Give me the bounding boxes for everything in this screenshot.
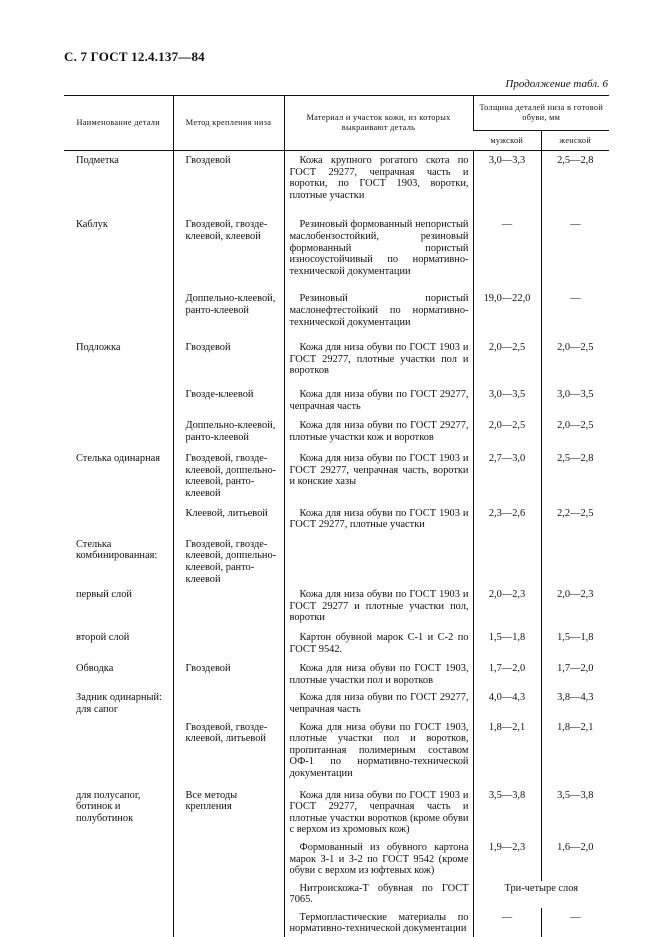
cell-thickness-male: — [473, 217, 541, 279]
cell-part-name: Задник одинарный: для сапог [64, 690, 173, 717]
header-material: Материал и участок кожи, из которых выкраивают деталь [284, 96, 473, 151]
cell-method: Все методы крепления [173, 788, 284, 838]
cell-method: Гвоздевой, гвозде-клеевой, клеевой [173, 217, 284, 279]
spacer-cell [284, 203, 473, 217]
cell-method [173, 910, 284, 937]
spacer-cell [64, 330, 173, 340]
page-header: С. 7 ГОСТ 12.4.137—84 [64, 49, 205, 65]
cell-material: Кожа для низа обуви по ГОСТ 1903 и ГОСТ 29277, чепрачная часть и плотные участки воротков (кроме обуви с верхом из хромовых кож) [284, 788, 473, 838]
cell-material: Кожа для низа обуви по ГОСТ 1903 и ГОСТ 29277, чепрачная часть, воротки и конские хазы [284, 451, 473, 501]
spacer-cell [284, 330, 473, 340]
spacer-cell [173, 379, 284, 387]
table-row [64, 788, 609, 838]
cell-part-name: первый слой [64, 587, 173, 626]
cell-material: Формованный из обувного картона марок З-1 и З-2 по ГОСТ 9542 (кроме обуви с верхом из юфтевых кож) [284, 840, 473, 879]
cell-thickness-female: 2,5—2,8 [541, 451, 609, 501]
cell-thickness-female: — [541, 291, 609, 330]
table-row [64, 587, 609, 626]
cell-material: Картон обувной марок С-1 и С-2 по ГОСТ 9542. [284, 630, 473, 657]
table-continuation-label: Продолжение табл. 6 [505, 78, 608, 90]
row-spacer [64, 279, 609, 291]
cell-part-name: Обводка [64, 661, 173, 688]
parts-table [64, 95, 609, 937]
table-row [64, 451, 609, 501]
cell-thickness-female: 3,8—4,3 [541, 690, 609, 717]
spacer-cell [173, 279, 284, 291]
cell-material: Кожа крупного рогатого скота по ГОСТ 29277, чепрачная часть и воротки, по ГОСТ 1903, воротки, плотные участки [284, 151, 473, 204]
cell-material: Кожа для низа обуви по ГОСТ 1903 и ГОСТ 29277, плотные участки [284, 506, 473, 533]
spacer-cell [541, 279, 609, 291]
table-row [64, 418, 609, 445]
cell-material: Кожа для низа обуви по ГОСТ 1903 и ГОСТ 29277 и плотные участки пол, воротки [284, 587, 473, 626]
spacer-cell [473, 279, 541, 291]
table-row [64, 151, 609, 204]
table-row [64, 910, 609, 937]
cell-thickness-female: 2,0—2,3 [541, 587, 609, 626]
table-header [64, 96, 609, 151]
table-row [64, 506, 609, 533]
spacer-cell [64, 279, 173, 291]
cell-part-name: Стелька комбинированная: [64, 537, 173, 587]
header-part: Наименование детали [64, 96, 173, 151]
cell-thickness-female: 2,5—2,8 [541, 151, 609, 204]
cell-part-name: второй слой [64, 630, 173, 657]
cell-thickness-female: 2,0—2,5 [541, 340, 609, 379]
cell-material: Термопластические материалы по нормативно-технической документации [284, 910, 473, 937]
cell-thickness-female: 2,0—2,5 [541, 418, 609, 445]
cell-thickness-male: 2,7—3,0 [473, 451, 541, 501]
cell-material: Кожа для низа обуви по ГОСТ 1903, плотные участки пол и воротков [284, 661, 473, 688]
cell-thickness-male: 1,7—2,0 [473, 661, 541, 688]
cell-part-name [64, 291, 173, 330]
cell-thickness-female: 2,2—2,5 [541, 506, 609, 533]
cell-method [173, 881, 284, 908]
cell-part-name [64, 840, 173, 879]
cell-thickness-male: — [473, 910, 541, 937]
cell-method [173, 587, 284, 626]
table-row [64, 537, 609, 587]
spacer-cell [541, 330, 609, 340]
cell-part-name: для полусапог, ботинок и полуботинок [64, 788, 173, 838]
cell-thickness-male [473, 537, 541, 587]
cell-part-name: Каблук [64, 217, 173, 279]
spacer-cell [541, 379, 609, 387]
cell-material [284, 537, 473, 587]
cell-part-name: Стелька одинарная [64, 451, 173, 501]
parts-table-wrapper [64, 95, 609, 937]
cell-part-name: Подметка [64, 151, 173, 204]
cell-material: Кожа для низа обуви по ГОСТ 1903 и ГОСТ 29277, плотные участки пол и воротков [284, 340, 473, 379]
cell-method: Гвозде-клеевой [173, 387, 284, 414]
cell-material: Кожа для низа обуви по ГОСТ 29277, плотные участки кож и воротков [284, 418, 473, 445]
table-row [64, 630, 609, 657]
cell-method [173, 690, 284, 717]
spacer-cell [473, 330, 541, 340]
cell-material: Резиновый пористый маслонефтестойкий по нормативно-технической документации [284, 291, 473, 330]
cell-thickness-female: 1,7—2,0 [541, 661, 609, 688]
cell-method [173, 630, 284, 657]
spacer-cell [473, 203, 541, 217]
cell-method: Клеевой, литьевой [173, 506, 284, 533]
table-body [64, 151, 609, 937]
cell-thickness-male: 3,0—3,3 [473, 151, 541, 204]
cell-thickness-male: 19,0—22,0 [473, 291, 541, 330]
cell-part-name [64, 881, 173, 908]
cell-thickness-female: 1,5—1,8 [541, 630, 609, 657]
cell-method: Гвоздевой, гвозде-клеевой, доппельно-клеевой, ранто-клеевой [173, 537, 284, 587]
table-row [64, 387, 609, 414]
cell-part-name [64, 910, 173, 937]
spacer-cell [64, 379, 173, 387]
table-row [64, 291, 609, 330]
cell-thickness-male: 3,5—3,8 [473, 788, 541, 838]
cell-thickness-male: 2,0—2,3 [473, 587, 541, 626]
cell-method: Доппельно-клеевой, ранто-клеевой [173, 291, 284, 330]
cell-thickness-female: 1,6—2,0 [541, 840, 609, 879]
table-row [64, 690, 609, 717]
row-spacer [64, 379, 609, 387]
spacer-cell [284, 279, 473, 291]
cell-part-name: Подложка [64, 340, 173, 379]
cell-thickness-female: 1,8—2,1 [541, 720, 609, 782]
cell-material: Кожа для низа обуви по ГОСТ 29277, чепрачная часть [284, 690, 473, 717]
row-spacer [64, 203, 609, 217]
cell-thickness-female [541, 537, 609, 587]
cell-thickness-male: 4,0—4,3 [473, 690, 541, 717]
table-row [64, 881, 609, 908]
cell-material: Кожа для низа обуви по ГОСТ 1903, плотные участки пол и воротков, пропитанная полимерным составом ОФ-1 по нормативно-технической документации [284, 720, 473, 782]
cell-method: Гвоздевой [173, 151, 284, 204]
cell-thickness-male: 1,9—2,3 [473, 840, 541, 879]
cell-method [173, 840, 284, 879]
table-row [64, 217, 609, 279]
cell-thickness-female: — [541, 910, 609, 937]
cell-method: Гвоздевой, гвозде-клеевой, доппельно-клеевой, ранто-клеевой [173, 451, 284, 501]
cell-method: Гвоздевой, гвозде-клеевой, литьевой [173, 720, 284, 782]
cell-thickness-male: 2,3—2,6 [473, 506, 541, 533]
spacer-cell [541, 203, 609, 217]
header-thickness: Толщина деталей низа в готовой обуви, мм [473, 96, 609, 131]
cell-method: Гвоздевой [173, 661, 284, 688]
header-male: мужской [473, 131, 541, 151]
cell-thickness-female: — [541, 217, 609, 279]
cell-thickness-male: 2,0—2,5 [473, 418, 541, 445]
row-spacer [64, 330, 609, 340]
header-female: женской [541, 131, 609, 151]
cell-part-name [64, 506, 173, 533]
cell-thickness-female: 3,5—3,8 [541, 788, 609, 838]
cell-method: Гвоздевой [173, 340, 284, 379]
header-method: Метод крепления низа [173, 96, 284, 151]
table-row [64, 661, 609, 688]
cell-material: Резиновый формованный непористый маслобензостойкий, резиновый формованный пористый износоустойчивый по нормативно-технической документации [284, 217, 473, 279]
spacer-cell [473, 379, 541, 387]
cell-thickness-both: Три-четыре слоя [473, 881, 609, 908]
spacer-cell [173, 330, 284, 340]
cell-part-name [64, 418, 173, 445]
table-row [64, 840, 609, 879]
spacer-cell [173, 203, 284, 217]
cell-thickness-male: 1,8—2,1 [473, 720, 541, 782]
spacer-cell [284, 379, 473, 387]
cell-thickness-male: 1,5—1,8 [473, 630, 541, 657]
cell-part-name [64, 720, 173, 782]
table-row [64, 340, 609, 379]
cell-thickness-male: 2,0—2,5 [473, 340, 541, 379]
cell-method: Доппельно-клеевой, ранто-клеевой [173, 418, 284, 445]
cell-thickness-male: 3,0—3,5 [473, 387, 541, 414]
cell-thickness-female: 3,0—3,5 [541, 387, 609, 414]
cell-material: Кожа для низа обуви по ГОСТ 29277, чепрачная часть [284, 387, 473, 414]
cell-part-name [64, 387, 173, 414]
cell-material: Нитроискожа-Т обувная по ГОСТ 7065. [284, 881, 473, 908]
table-row [64, 720, 609, 782]
spacer-cell [64, 203, 173, 217]
